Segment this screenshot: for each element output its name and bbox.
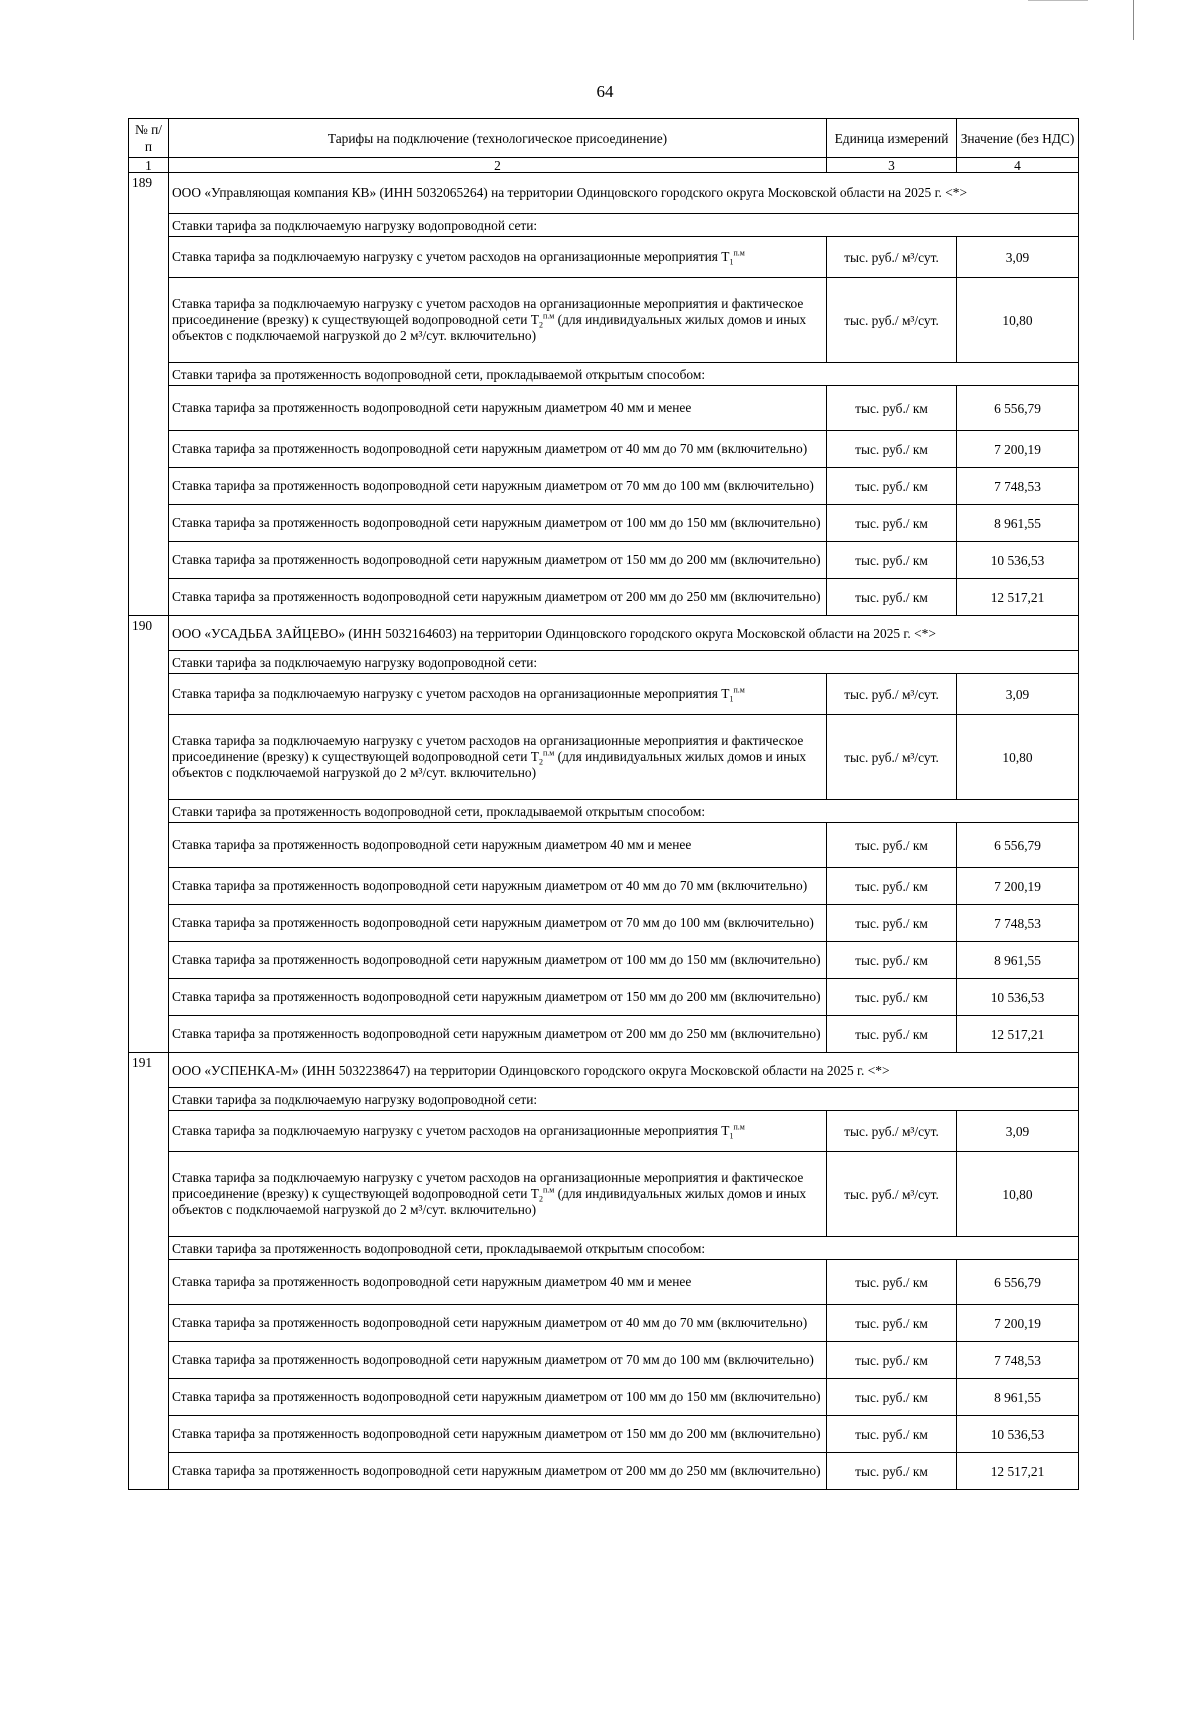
tariff-t1-value: 3,09 (957, 1111, 1079, 1152)
tariff-t2-subscript: 2 (538, 757, 543, 767)
pipe-tariff-label: Ставка тарифа за протяженность водопроводной сети наружным диаметром от 200 мм до 250 мм (включительно) (169, 1453, 827, 1490)
tariff-t2-unit: тыс. руб./ м³/сут. (827, 1152, 957, 1237)
header-value: Значение (без НДС) (957, 119, 1079, 158)
pipe-tariff-value: 6 556,79 (957, 386, 1079, 431)
pipe-tariff-row (129, 579, 1079, 616)
tariff-t2-value: 10,80 (957, 278, 1079, 363)
tariff-t1-label (169, 237, 827, 278)
tariff-t1-value: 3,09 (957, 237, 1079, 278)
tariff-t2-label (169, 1152, 827, 1237)
pipe-tariff-label: Ставка тарифа за протяженность водопроводной сети наружным диаметром от 200 мм до 250 мм (включительно) (169, 579, 827, 616)
tariff-t2-superscript: п.м (542, 1185, 555, 1195)
tariff-t2-label (169, 278, 827, 363)
pipe-tariff-value: 7 748,53 (957, 1342, 1079, 1379)
page-number: 64 (596, 82, 614, 101)
header-row (129, 119, 1079, 158)
tariff-t2-text-a: Ставка тарифа за подключаемую нагрузку с учетом расходов на организационные мероприятия и фактическое присоединение (врезку) к существующей водопроводной сети T (172, 1170, 804, 1201)
tariff-t1-subscript: 1 (729, 1131, 734, 1141)
pipe-tariff-value: 12 517,21 (957, 1453, 1079, 1490)
tariff-t1-label (169, 1111, 827, 1152)
index-1: 1 (129, 158, 169, 173)
pipe-tariff-row (129, 1379, 1079, 1416)
tariff-t2-text-a: Ставка тарифа за подключаемую нагрузку с учетом расходов на организационные мероприятия и фактическое присоединение (врезку) к существующей водопроводной сети T (172, 296, 804, 327)
pipe-tariff-unit: тыс. руб./ км (827, 468, 957, 505)
pipe-tariff-row (129, 868, 1079, 905)
pipe-tariff-label: Ставка тарифа за протяженность водопроводной сети наружным диаметром 40 мм и менее (169, 823, 827, 868)
pipe-tariff-row (129, 542, 1079, 579)
tariff-row-t2 (129, 715, 1079, 800)
index-3: 3 (827, 158, 957, 173)
header-unit: Единица измерений (827, 119, 957, 158)
tariff-t1-superscript: п.м (733, 685, 745, 695)
tariff-t2-value: 10,80 (957, 715, 1079, 800)
pipe-tariff-value: 12 517,21 (957, 579, 1079, 616)
pipe-tariff-unit: тыс. руб./ км (827, 1016, 957, 1053)
pipe-tariff-value: 7 200,19 (957, 1305, 1079, 1342)
pipe-tariff-row (129, 1416, 1079, 1453)
pipe-tariff-value: 7 200,19 (957, 431, 1079, 468)
tariff-t2-text-a: Ставка тарифа за подключаемую нагрузку с учетом расходов на организационные мероприятия и фактическое присоединение (врезку) к существующей водопроводной сети T (172, 733, 804, 764)
pipe-tariff-row (129, 505, 1079, 542)
pipe-tariff-value: 12 517,21 (957, 1016, 1079, 1053)
pipe-tariff-value: 8 961,55 (957, 1379, 1079, 1416)
org-row (129, 1053, 1079, 1088)
tariff-t2-superscript: п.м (542, 311, 555, 321)
tariff-t2-unit: тыс. руб./ м³/сут. (827, 278, 957, 363)
pipe-tariff-label: Ставка тарифа за протяженность водопроводной сети наружным диаметром от 100 мм до 150 мм (включительно) (169, 942, 827, 979)
pipe-tariff-row (129, 431, 1079, 468)
pipe-tariff-value: 8 961,55 (957, 505, 1079, 542)
pipe-tariff-label: Ставка тарифа за протяженность водопроводной сети наружным диаметром от 40 мм до 70 мм (включительно) (169, 1305, 827, 1342)
pipe-tariff-value: 7 200,19 (957, 868, 1079, 905)
tariff-t2-text-b: (для индивидуальных жилых домов и иных объектов с подключаемой нагрузкой до 2 м³/сут. включительно) (172, 312, 807, 343)
load-section-row (129, 214, 1079, 237)
row-number: 191 (129, 1053, 169, 1490)
tariff-t2-label (169, 715, 827, 800)
tariff-t1-superscript: п.м (733, 248, 745, 258)
tariff-t1-superscript: п.м (733, 1122, 745, 1132)
pipe-tariff-row (129, 1305, 1079, 1342)
pipe-tariff-label: Ставка тарифа за протяженность водопроводной сети наружным диаметром от 70 мм до 100 мм (включительно) (169, 468, 827, 505)
header-num: № п/п (129, 119, 169, 158)
tariff-t2-text-b: (для индивидуальных жилых домов и иных объектов с подключаемой нагрузкой до 2 м³/сут. включительно) (172, 1186, 807, 1217)
pipe-tariff-row (129, 1342, 1079, 1379)
tariff-row-t1 (129, 237, 1079, 278)
pipe-tariff-label: Ставка тарифа за протяженность водопроводной сети наружным диаметром от 40 мм до 70 мм (включительно) (169, 868, 827, 905)
pipe-tariff-value: 10 536,53 (957, 1416, 1079, 1453)
pipe-tariff-label: Ставка тарифа за протяженность водопроводной сети наружным диаметром от 150 мм до 200 мм (включительно) (169, 1416, 827, 1453)
pipe-tariff-unit: тыс. руб./ км (827, 431, 957, 468)
length-section-header: Ставки тарифа за протяженность водопроводной сети, прокладываемой открытым способом: (169, 800, 1079, 823)
pipe-tariff-unit: тыс. руб./ км (827, 1416, 957, 1453)
pipe-tariff-label: Ставка тарифа за протяженность водопроводной сети наружным диаметром 40 мм и менее (169, 386, 827, 431)
org-row (129, 616, 1079, 651)
pipe-tariff-unit: тыс. руб./ км (827, 942, 957, 979)
tariff-t1-text: Ставка тарифа за подключаемую нагрузку с учетом расходов на организационные мероприятия T (172, 686, 730, 701)
pipe-tariff-row (129, 979, 1079, 1016)
pipe-tariff-row (129, 1016, 1079, 1053)
pipe-tariff-value: 6 556,79 (957, 1260, 1079, 1305)
pipe-tariff-label: Ставка тарифа за протяженность водопроводной сети наружным диаметром от 40 мм до 70 мм (включительно) (169, 431, 827, 468)
index-4: 4 (957, 158, 1079, 173)
tariff-t1-unit: тыс. руб./ м³/сут. (827, 674, 957, 715)
pipe-tariff-label: Ставка тарифа за протяженность водопроводной сети наружным диаметром от 100 мм до 150 мм (включительно) (169, 1379, 827, 1416)
pipe-tariff-value: 10 536,53 (957, 542, 1079, 579)
tariff-t2-text-b: (для индивидуальных жилых домов и иных объектов с подключаемой нагрузкой до 2 м³/сут. включительно) (172, 749, 807, 780)
length-section-row (129, 1237, 1079, 1260)
pipe-tariff-unit: тыс. руб./ км (827, 1379, 957, 1416)
scan-edge-mark (1028, 0, 1088, 1)
tariff-t1-subscript: 1 (729, 257, 734, 267)
pipe-tariff-unit: тыс. руб./ км (827, 868, 957, 905)
pipe-tariff-row (129, 386, 1079, 431)
tariff-t2-subscript: 2 (538, 320, 543, 330)
tariff-t2-value: 10,80 (957, 1152, 1079, 1237)
pipe-tariff-value: 7 748,53 (957, 905, 1079, 942)
pipe-tariff-unit: тыс. руб./ км (827, 979, 957, 1016)
pipe-tariff-unit: тыс. руб./ км (827, 542, 957, 579)
tariff-row-t1 (129, 1111, 1079, 1152)
pipe-tariff-unit: тыс. руб./ км (827, 579, 957, 616)
load-section-row (129, 1088, 1079, 1111)
pipe-tariff-value: 8 961,55 (957, 942, 1079, 979)
index-row (129, 158, 1079, 173)
scan-edge-line (1133, 0, 1134, 40)
pipe-tariff-label: Ставка тарифа за протяженность водопроводной сети наружным диаметром от 200 мм до 250 мм (включительно) (169, 1016, 827, 1053)
tariff-t2-unit: тыс. руб./ м³/сут. (827, 715, 957, 800)
pipe-tariff-label: Ставка тарифа за протяженность водопроводной сети наружным диаметром от 150 мм до 200 мм (включительно) (169, 542, 827, 579)
pipe-tariff-row (129, 942, 1079, 979)
pipe-tariff-value: 6 556,79 (957, 823, 1079, 868)
pipe-tariff-unit: тыс. руб./ км (827, 1260, 957, 1305)
row-number: 190 (129, 616, 169, 1053)
tariff-t1-unit: тыс. руб./ м³/сут. (827, 1111, 957, 1152)
organization-title: ООО «УСПЕНКА-М» (ИНН 5032238647) на территории Одинцовского городского округа Московской области на 2025 г. <*> (169, 1053, 1079, 1088)
tariff-row-t2 (129, 1152, 1079, 1237)
header-name: Тарифы на подключение (технологическое присоединение) (169, 119, 827, 158)
org-row (129, 173, 1079, 214)
load-section-header: Ставки тарифа за подключаемую нагрузку водопроводной сети: (169, 1088, 1079, 1111)
load-section-header: Ставки тарифа за подключаемую нагрузку водопроводной сети: (169, 651, 1079, 674)
load-section-header: Ставки тарифа за подключаемую нагрузку водопроводной сети: (169, 214, 1079, 237)
length-section-row (129, 800, 1079, 823)
row-number: 189 (129, 173, 169, 616)
tariff-table (128, 118, 1079, 1490)
tariff-row-t2 (129, 278, 1079, 363)
pipe-tariff-label: Ставка тарифа за протяженность водопроводной сети наружным диаметром от 70 мм до 100 мм (включительно) (169, 1342, 827, 1379)
organization-title: ООО «УСАДЬБА ЗАЙЦЕВО» (ИНН 5032164603) на территории Одинцовского городского округа Московской области на 2025 г. <*> (169, 616, 1079, 651)
pipe-tariff-label: Ставка тарифа за протяженность водопроводной сети наружным диаметром от 70 мм до 100 мм (включительно) (169, 905, 827, 942)
tariff-t1-label (169, 674, 827, 715)
tariff-t2-superscript: п.м (542, 748, 555, 758)
tariff-t1-text: Ставка тарифа за подключаемую нагрузку с учетом расходов на организационные мероприятия T (172, 249, 730, 264)
tariff-t2-subscript: 2 (538, 1194, 543, 1204)
pipe-tariff-label: Ставка тарифа за протяженность водопроводной сети наружным диаметром 40 мм и менее (169, 1260, 827, 1305)
pipe-tariff-label: Ставка тарифа за протяженность водопроводной сети наружным диаметром от 150 мм до 200 мм (включительно) (169, 979, 827, 1016)
pipe-tariff-label: Ставка тарифа за протяженность водопроводной сети наружным диаметром от 100 мм до 150 мм (включительно) (169, 505, 827, 542)
tariff-t1-value: 3,09 (957, 674, 1079, 715)
pipe-tariff-unit: тыс. руб./ км (827, 905, 957, 942)
pipe-tariff-unit: тыс. руб./ км (827, 1453, 957, 1490)
pipe-tariff-row (129, 905, 1079, 942)
tariff-t1-subscript: 1 (729, 694, 734, 704)
tariff-table-body (129, 119, 1079, 1490)
length-section-row (129, 363, 1079, 386)
load-section-row (129, 651, 1079, 674)
index-2: 2 (169, 158, 827, 173)
pipe-tariff-row (129, 823, 1079, 868)
pipe-tariff-value: 10 536,53 (957, 979, 1079, 1016)
organization-title: ООО «Управляющая компания КВ» (ИНН 5032065264) на территории Одинцовского городского округа Московской области на 2025 г. <*> (169, 173, 1079, 214)
tariff-row-t1 (129, 674, 1079, 715)
pipe-tariff-value: 7 748,53 (957, 468, 1079, 505)
pipe-tariff-row (129, 468, 1079, 505)
pipe-tariff-unit: тыс. руб./ км (827, 823, 957, 868)
pipe-tariff-row (129, 1260, 1079, 1305)
tariff-t1-text: Ставка тарифа за подключаемую нагрузку с учетом расходов на организационные мероприятия T (172, 1123, 730, 1138)
pipe-tariff-unit: тыс. руб./ км (827, 1305, 957, 1342)
length-section-header: Ставки тарифа за протяженность водопроводной сети, прокладываемой открытым способом: (169, 1237, 1079, 1260)
tariff-t1-unit: тыс. руб./ м³/сут. (827, 237, 957, 278)
pipe-tariff-row (129, 1453, 1079, 1490)
pipe-tariff-unit: тыс. руб./ км (827, 505, 957, 542)
length-section-header: Ставки тарифа за протяженность водопроводной сети, прокладываемой открытым способом: (169, 363, 1079, 386)
pipe-tariff-unit: тыс. руб./ км (827, 1342, 957, 1379)
pipe-tariff-unit: тыс. руб./ км (827, 386, 957, 431)
